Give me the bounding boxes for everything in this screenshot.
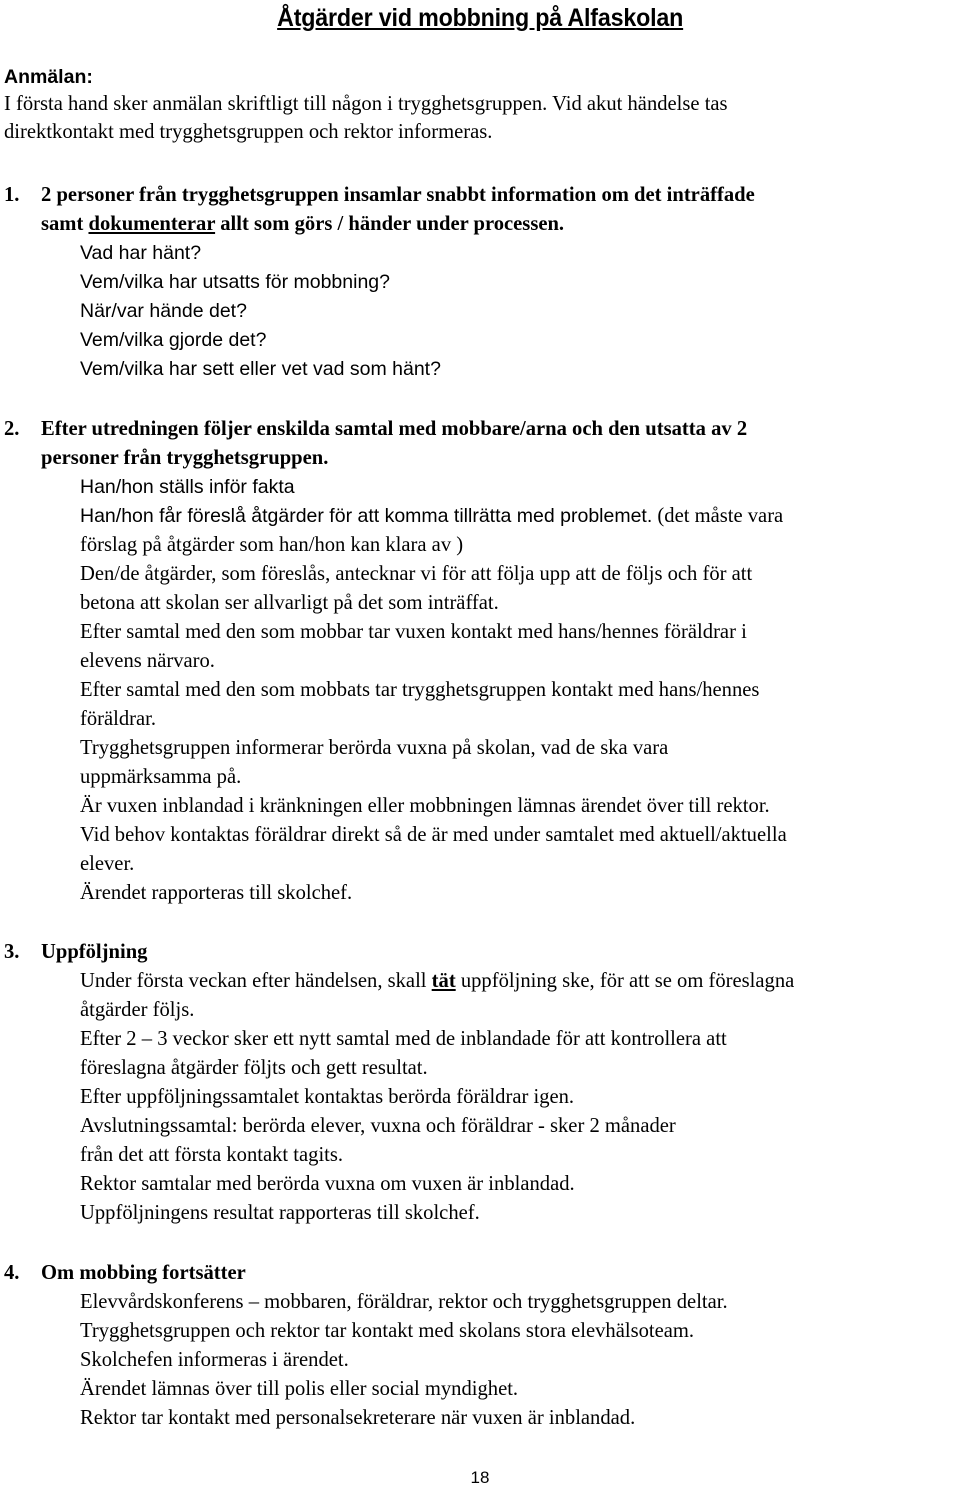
body-line: Rektor samtalar med berörda vuxna om vuxen är inblandad. <box>80 1173 575 1195</box>
section-1-number: 1. <box>4 184 20 206</box>
body-line: Den/de åtgärder, som föreslås, antecknar vi för att följa upp att de följs och för att <box>80 563 753 585</box>
body-line: Ärendet rapporteras till skolchef. <box>80 882 353 904</box>
intro-heading: Anmälan: <box>4 66 93 88</box>
body-line: Uppföljningens resultat rapporteras till skolchef. <box>80 1202 480 1224</box>
body-line: Trygghetsgruppen informerar berörda vuxna på skolan, vad de ska vara <box>80 737 669 759</box>
body-line: Elevvårdskonferens – mobbaren, föräldrar, rektor och trygghetsgruppen deltar. <box>80 1291 728 1313</box>
body-line: föreslagna åtgärder följts och gett resultat. <box>80 1057 428 1079</box>
question-item: När/var hände det? <box>80 300 247 322</box>
body-line: elevens närvaro. <box>80 650 215 672</box>
body-line: Avslutningssamtal: berörda elever, vuxna och föräldrar - sker 2 månader <box>80 1115 676 1137</box>
section-3-number: 3. <box>4 941 20 963</box>
body-line: Han/hon får föreslå åtgärder för att komma tillrätta med problemet. (det måste vara <box>80 505 784 527</box>
body-line: föräldrar. <box>80 708 157 730</box>
question-item: Vem/vilka gjorde det? <box>80 329 267 351</box>
body-line: Efter samtal med den som mobbats tar trygghetsgruppen kontakt med hans/hennes <box>80 679 760 701</box>
question-item: Vem/vilka har sett eller vet vad som hänt? <box>80 358 441 380</box>
question-item: Vem/vilka har utsatts för mobbning? <box>80 271 390 293</box>
body-line: Vid behov kontaktas föräldrar direkt så de är med under samtalet med aktuell/aktuella <box>80 824 787 846</box>
body-line: Han/hon ställs inför fakta <box>80 476 295 498</box>
intro-line: direktkontakt med trygghetsgruppen och rektor informeras. <box>4 121 493 143</box>
body-line: förslag på åtgärder som han/hon kan klara av ) <box>80 534 464 556</box>
document-title: Åtgärder vid mobbning på Alfaskolan <box>277 4 684 32</box>
section-2-number: 2. <box>4 418 20 440</box>
section-1-heading: 2 personer från trygghetsgruppen insamlar snabbt information om det inträffade <box>41 184 755 206</box>
body-line: åtgärder följs. <box>80 999 195 1021</box>
section-4-number: 4. <box>4 1262 20 1284</box>
body-line: från det att första kontakt tagits. <box>80 1144 344 1166</box>
section-2-heading: Efter utredningen följer enskilda samtal med mobbare/arna och den utsatta av 2 <box>41 418 748 440</box>
body-line: betona att skolan ser allvarligt på det som inträffat. <box>80 592 499 614</box>
page-number: 18 <box>470 1468 490 1487</box>
body-line: Trygghetsgruppen och rektor tar kontakt med skolans stora elevhälsoteam. <box>80 1320 695 1342</box>
body-line: Rektor tar kontakt med personalsekreterare när vuxen är inblandad. <box>80 1407 636 1429</box>
section-4-heading: Om mobbing fortsätter <box>41 1262 246 1284</box>
body-line: uppmärksamma på. <box>80 766 242 788</box>
body-line: Ärendet lämnas över till polis eller social myndighet. <box>80 1378 519 1400</box>
body-line: elever. <box>80 853 135 875</box>
body-line: Efter samtal med den som mobbar tar vuxen kontakt med hans/hennes föräldrar i <box>80 621 747 643</box>
body-line: Under första veckan efter händelsen, skall tät uppföljning ske, för att se om föreslagna <box>80 970 795 992</box>
body-line: Skolchefen informeras i ärendet. <box>80 1349 349 1371</box>
section-1-heading-cont: samt dokumenterar allt som görs / händer under processen. <box>41 213 565 235</box>
section-3-heading: Uppföljning <box>41 941 148 963</box>
body-line: Efter uppföljningssamtalet kontaktas berörda föräldrar igen. <box>80 1086 575 1108</box>
body-line: Är vuxen inblandad i kränkningen eller mobbningen lämnas ärendet över till rektor. <box>80 795 770 817</box>
body-line: Efter 2 – 3 veckor sker ett nytt samtal med de inblandade för att kontrollera att <box>80 1028 727 1050</box>
section-2-heading-cont: personer från trygghetsgruppen. <box>41 447 329 469</box>
intro-line: I första hand sker anmälan skriftligt till någon i trygghetsgruppen. Vid akut händelse tas <box>4 93 728 115</box>
question-item: Vad har hänt? <box>80 242 202 264</box>
